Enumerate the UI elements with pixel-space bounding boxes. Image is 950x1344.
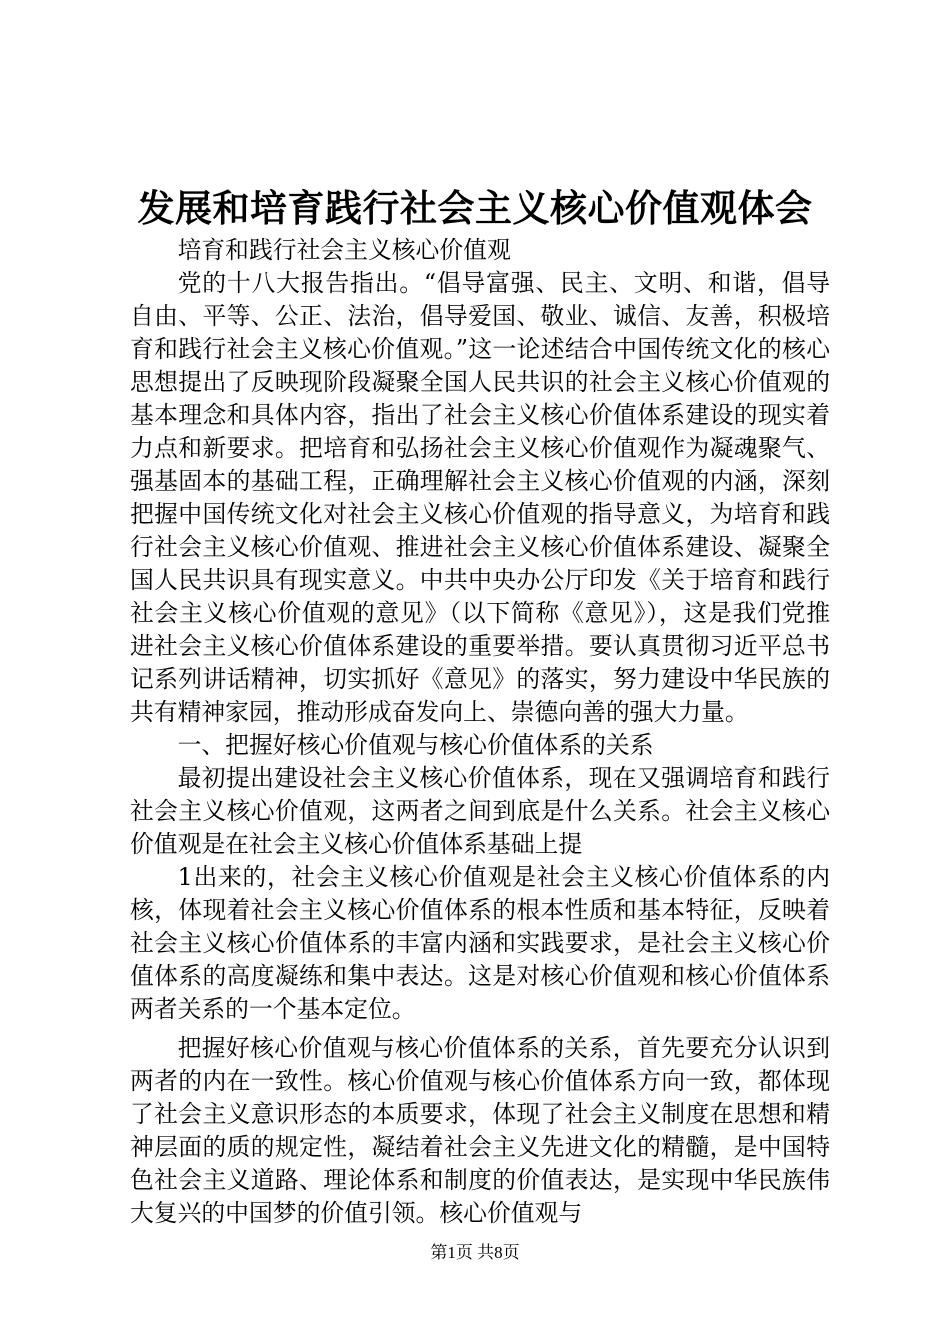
page-footer: 第1页 共8页	[430, 1243, 520, 1262]
paragraph-relationship: 最初提出建设社会主义核心价值体系，现在又强调培育和践行社会主义核心价值观，这两者之间到底是什么关系。社会主义核心价值观是在社会主义核心价值体系基础上提	[130, 764, 830, 858]
document-body	[130, 234, 830, 1230]
paragraph-consistency: 把握好核心价值观与核心价值体系的关系，首先要充分认识到两者的内在一致性。核心价值观与核心价值体系方向一致，都体现了社会主义意识形态的本质要求，体现了社会主义制度在思想和精神层面的质的规定性，凝结着社会主义先进文化的精髓，是中国特色社会主义道路、理论体系和制度的价值表达，是实现中华民族伟大复兴的中国梦的价值引领。核心价值观与	[130, 1034, 830, 1227]
paragraph-core-definition: 1出来的，社会主义核心价值观是社会主义核心价值体系的内核，体现着社会主义核心价值体系的根本性质和基本特征，反映着社会主义核心价值体系的丰富内涵和实践要求，是社会主义核心价值体系的高度凝练和集中表达。这是对核心价值观和核心价值体系两者关系的一个基本定位。	[130, 863, 830, 1023]
section-heading: 一、把握好核心价值观与核心价值体系的关系	[177, 731, 654, 759]
paragraph-subtitle: 培育和践行社会主义核心价值观	[177, 236, 511, 264]
paragraph-intro: 党的十八大报告指出。“倡导富强、民主、文明、和谐，倡导自由、平等、公正、法治，倡导爱国、敬业、诚信、友善，积极培育和践行社会主义核心价值观。”这一论述结合中国传统文化的核心思想提出了反映现阶段凝聚全国人民共识的社会主义核心价值观的基本理念和具体内容，指出了社会主义核心价值体系建设的现实着力点和新要求。把培育和弘扬社会主义核心价值观作为凝魂聚气、强基固本的基础工程，正确理解社会主义核心价值观的内涵，深刻把握中国传统文化对社会主义核心价值观的指导意义，为培育和践行社会主义核心价值观、推进社会主义核心价值体系建设、凝聚全国人民共识具有现实意义。中共中央办公厅印发《关于培育和践行社会主义核心价值观的意见》（以下简称《意见》），这是我们党推进社会主义核心价值体系建设的重要举措。要认真贯彻习近平总书记系列讲话精神，切实抓好《意见》的落实，努力建设中华民族的共有精神家园，推动形成奋发向上、崇德向善的强大力量。	[130, 269, 830, 726]
document-title: 发展和培育践行社会主义核心价值观体会	[137, 186, 813, 230]
